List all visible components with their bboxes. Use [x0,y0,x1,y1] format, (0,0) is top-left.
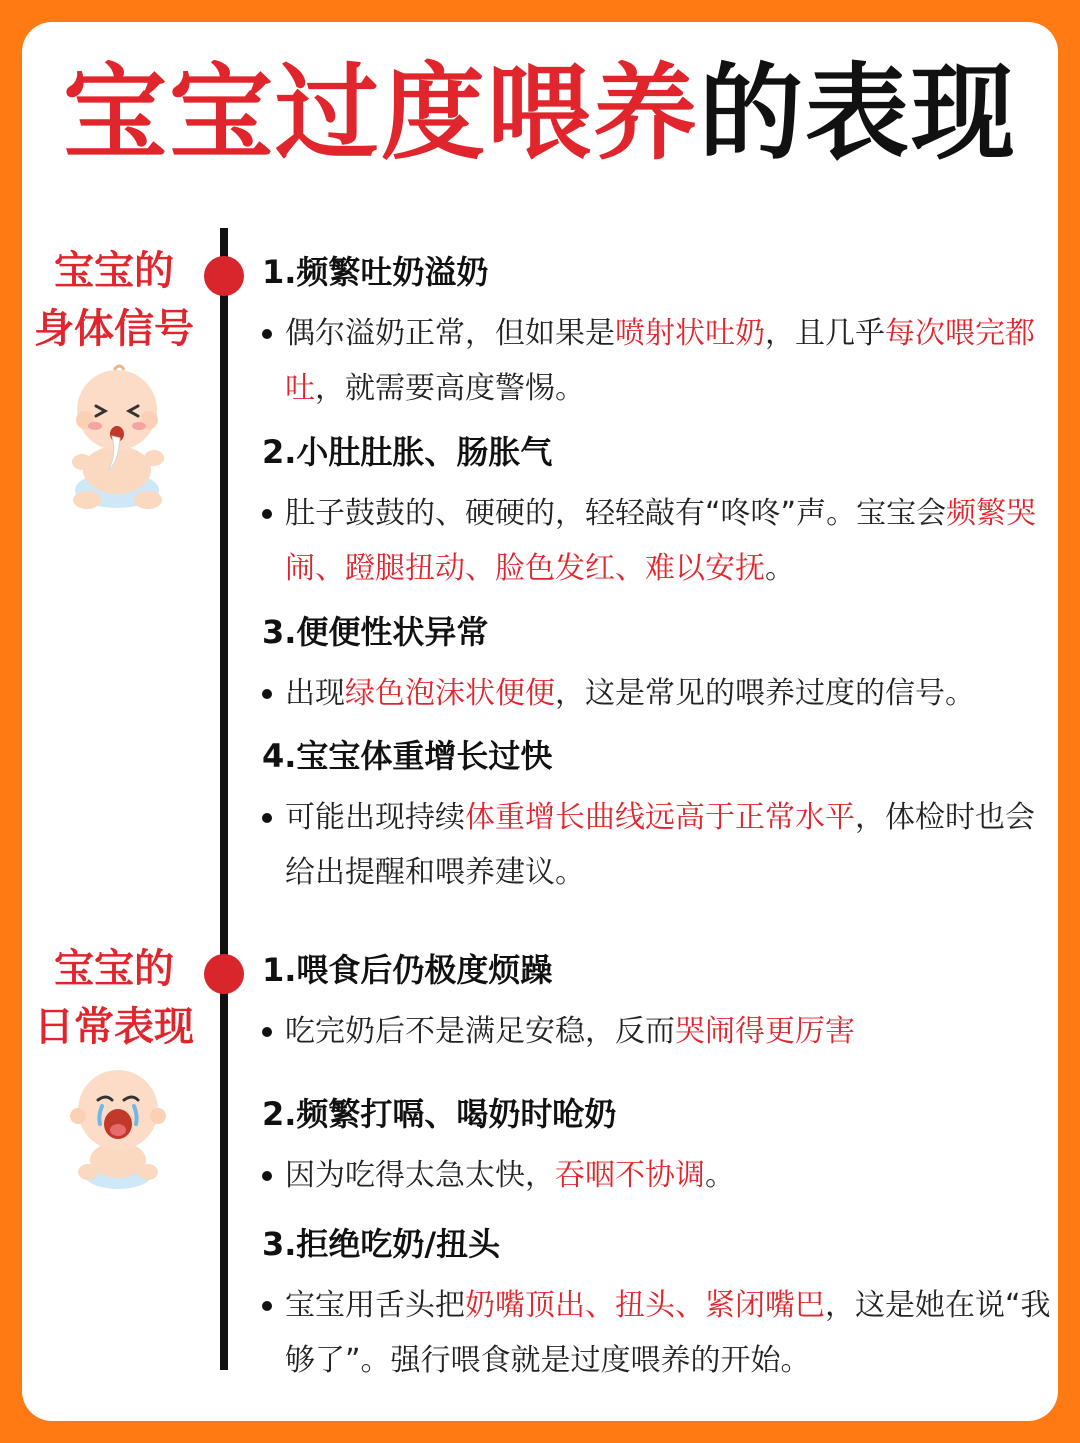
item-heading: 1.频繁吐奶溢奶 [262,253,489,291]
body-text: 宝宝用舌头把 [285,1288,465,1323]
section-label-line: 身体信号 [34,306,194,352]
body-text: 出现 [285,676,345,711]
section-label-line: 日常表现 [34,1004,194,1050]
page-title [0,48,1080,178]
item-heading: 2.小肚肚胀、肠胀气 [262,433,553,471]
list-item [262,1222,1052,1388]
timeline-line [220,228,228,1370]
highlight-text: 哭闹得更厉害 [675,1014,855,1049]
section-label-body-signals [14,242,214,358]
body-text: ，就需要高度警惕。 [315,371,585,406]
body-text: ，这是常见的喂养过度的信号。 [555,676,975,711]
body-text: 。 [765,551,795,586]
item-heading: 1.喂食后仍极度烦躁 [262,951,553,989]
title-black-part: 的表现 [699,52,1018,174]
item-body [262,790,1052,900]
item-body [262,306,1052,416]
item-body [262,1278,1052,1388]
item-body [262,666,1052,721]
body-text: 偶尔溢奶正常，但如果是 [285,316,615,351]
body-text: 因为吃得太急太快， [285,1158,555,1193]
highlight-text: 每次喂完都吐 [285,316,1035,406]
list-item [262,250,1052,416]
body-text: ，这是她在说“我够了”。强行喂食就是过度喂养的开始。 [285,1288,1051,1378]
section-label-line: 宝宝的 [54,946,174,992]
section-label-line: 宝宝的 [54,248,174,294]
highlight-text: 奶嘴顶出、扭头、紧闭嘴巴 [465,1288,825,1323]
highlight-text: 频繁哭闹、蹬腿扭动、脸色发红、难以安抚 [285,496,1037,586]
title-red-part: 宝宝过度喂养 [62,52,699,174]
item-heading: 3.拒绝吃奶/扭头 [262,1225,501,1263]
item-heading: 3.便便性状异常 [262,613,489,651]
highlight-text: 体重增长曲线远高于正常水平 [465,800,855,835]
item-body [262,1004,1052,1059]
list-item [262,1092,1052,1203]
item-heading: 4.宝宝体重增长过快 [262,737,553,775]
crying-baby-icon [64,1064,172,1190]
item-heading: 2.频繁打嗝、喝奶时呛奶 [262,1095,617,1133]
highlight-text: 绿色泡沫状便便 [345,676,555,711]
body-text: 。 [705,1158,735,1193]
body-text: 吃完奶后不是满足安稳，反而 [285,1014,675,1049]
body-text: 肚子鼓鼓的、硬硬的，轻轻敲有“咚咚”声。宝宝会 [285,496,947,531]
list-item [262,610,1052,721]
highlight-text: 吞咽不协调 [555,1158,705,1193]
baby-spitting-milk-icon [62,362,172,512]
list-item [262,734,1052,900]
section-label-daily-behavior [14,940,214,1056]
content-card [22,22,1058,1421]
item-body [262,1148,1052,1203]
list-item [262,430,1052,596]
body-text: ，且几乎 [765,316,885,351]
body-text: ，体检时也会给出提醒和喂养建议。 [285,800,1035,890]
item-body [262,486,1052,596]
highlight-text: 喷射状吐奶 [615,316,765,351]
body-text: 可能出现持续 [285,800,465,835]
list-item [262,948,1052,1059]
